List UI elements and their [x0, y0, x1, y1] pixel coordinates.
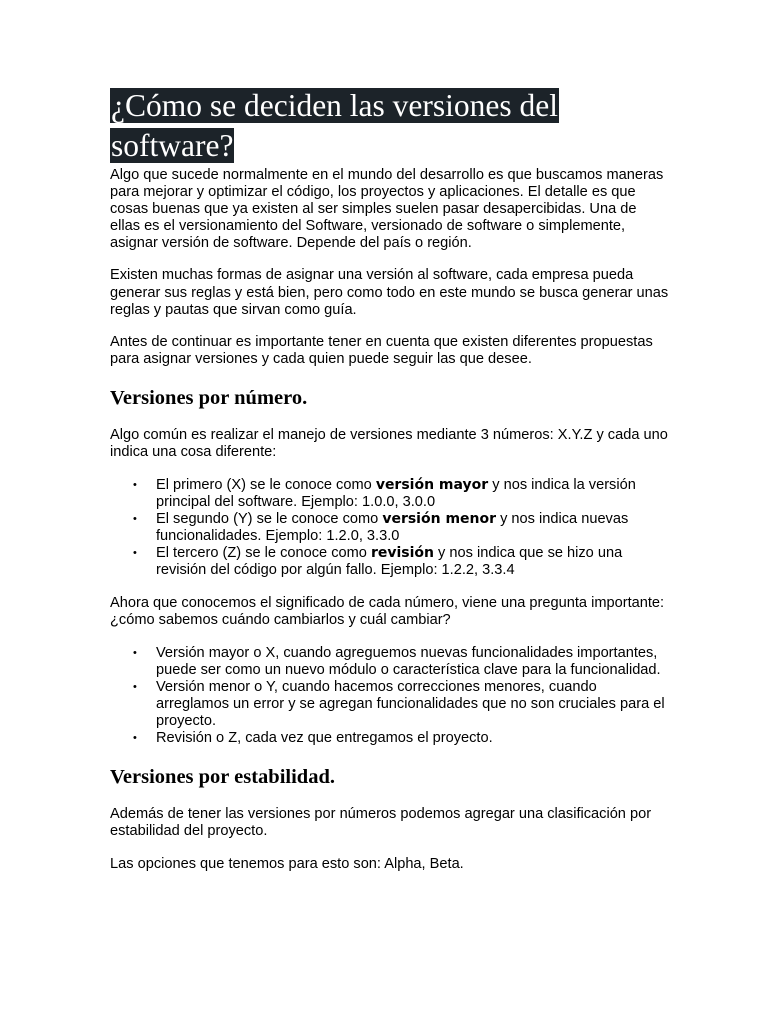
question-paragraph: Ahora que conocemos el significado de cada número, viene una pregunta importante: ¿cómo sabemos cuándo cambiarlos y cuál cambiar? — [110, 595, 665, 629]
bold-term: revisión — [370, 545, 434, 562]
bullet-icon: • — [133, 547, 137, 560]
bold-term: versión menor — [382, 511, 497, 528]
list-item: • El segundo (Y) se le conoce como versión menor y nos indica nuevas funcionalidades. Ejemplo: 1.2.0, 3.3.0 — [133, 511, 629, 545]
versioning-forms-paragraph: Existen muchas formas de asignar una versión al software, cada empresa pueda generar sus reglas y está bien, pero como todo en este mundo se busca generar unas reglas y pautas que sirvan como guía. — [110, 267, 669, 318]
numero-intro-paragraph: Algo común es realizar el manejo de versiones mediante 3 números: X.Y.Z y cada uno indica una cosa diferente: — [110, 426, 668, 461]
list-item: • Revisión o Z, cada vez que entregamos el proyecto. — [133, 730, 493, 747]
version-number-list — [110, 477, 670, 579]
list-item: • El tercero (Z) se le conoce como revisión y nos indica que se hizo una revisión del código por algún fallo. Ejemplo: 1.2.2, 3.3.4 — [133, 545, 623, 579]
bullet-icon: • — [133, 479, 137, 492]
page-title — [110, 86, 670, 166]
page-title-text: ¿Cómo se deciden las versiones del software? — [111, 88, 558, 163]
section-heading-estabilidad: Versiones por estabilidad. — [110, 766, 335, 789]
bullet-icon: • — [133, 681, 137, 694]
document-page — [110, 86, 670, 873]
bold-term: versión mayor — [375, 477, 489, 494]
list-item: • El primero (X) se le conoce como versión mayor y nos indica la versión principal del software. Ejemplo: 1.0.0, 3.0.0 — [133, 477, 636, 511]
proposals-paragraph: Antes de continuar es importante tener en cuenta que existen diferentes propuestas para asignar versiones y cada quien puede seguir las que desee. — [110, 333, 653, 367]
list-item: • Versión mayor o X, cuando agreguemos nuevas funcionalidades importantes, puede ser como un nuevo módulo o característica clave para la funcionalidad. — [133, 645, 661, 679]
intro-paragraph: Algo que sucede normalmente en el mundo del desarrollo es que buscamos maneras para mejorar y optimizar el código, los proyectos y aplicaciones. El detalle es que cosas buenas que ya existen al ser simples suelen pasar desapercibidas. Una de ellas es el versionamiento del Software, versionado de software o simplemente, asignar versión de software. Depende del país o región. — [110, 167, 664, 252]
bullet-icon: • — [133, 513, 137, 526]
bullet-icon: • — [133, 732, 137, 745]
list-item: • Versión menor o Y, cuando hacemos correcciones menores, cuando arreglamos un error y se agregan funcionalidades que no son cruciales para el proyecto. — [133, 679, 665, 730]
bullet-icon: • — [133, 647, 137, 660]
options-paragraph: Las opciones que tenemos para esto son: Alpha, Beta. — [110, 855, 464, 872]
estabilidad-paragraph: Además de tener las versiones por números podemos agregar una clasificación por estabilidad del proyecto. — [110, 806, 652, 840]
section-heading-numero: Versiones por número. — [110, 386, 308, 409]
when-to-change-list — [110, 645, 670, 747]
